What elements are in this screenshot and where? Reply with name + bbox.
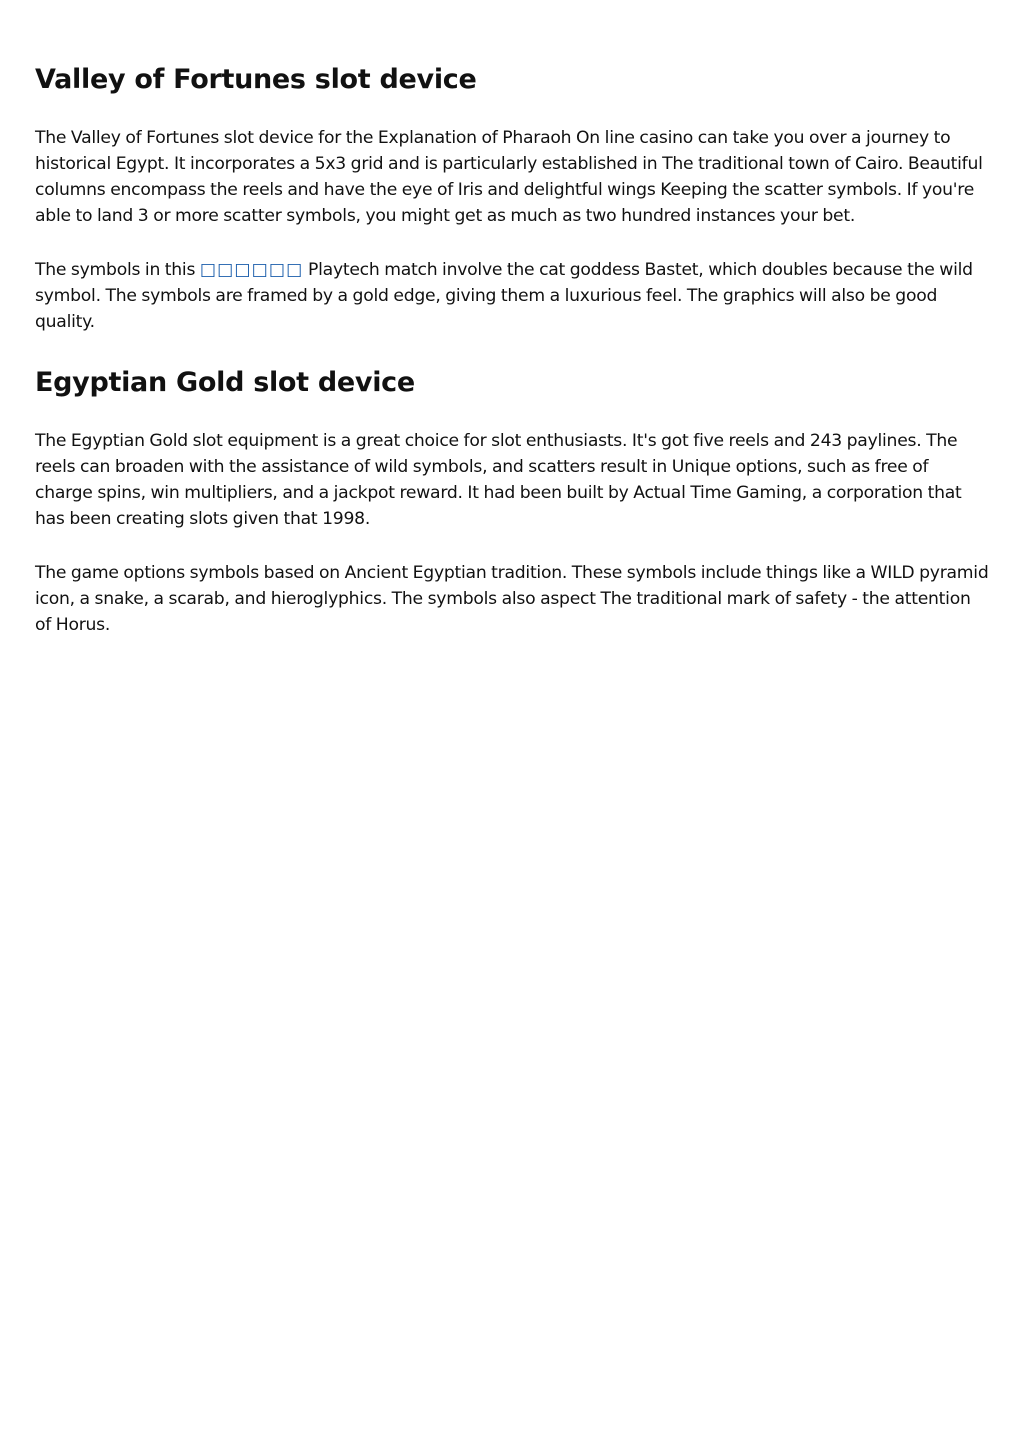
paragraph-text: The symbols in this [35, 260, 200, 280]
section-valley-of-fortunes [35, 60, 990, 335]
paragraph: The Valley of Fortunes slot device for the Explanation of Pharaoh On line casino can take you over a journey to historical Egypt. It incorporates a 5x3 grid and is particularly established in The traditional town of Cairo. Beautiful columns encompass the reels and have the eye of Iris and delightful wings Keeping the scatter symbols. If you're able to land 3 or more scatter symbols, you might get as much as two hundred instances your bet. [35, 128, 983, 226]
section-heading: Egyptian Gold slot device [35, 367, 415, 398]
paragraph-with-link [35, 257, 990, 335]
link-text: □□□□□□ [199, 260, 304, 280]
paragraph: The game options symbols based on Ancient Egyptian tradition. These symbols include things like a WILD pyramid icon, a snake, a scarab, and hieroglyphics. The symbols also aspect The traditional mark of safety - the attention of Horus. [35, 563, 989, 635]
inline-link[interactable] [200, 260, 303, 280]
section-heading: Valley of Fortunes slot device [35, 64, 477, 95]
section-egyptian-gold [35, 363, 990, 638]
paragraph-text: Playtech match involve the cat goddess Bastet, which doubles because the wild symbol. The symbols are framed by a gold edge, giving them a luxurious feel. The graphics will also be good quality. [35, 260, 973, 332]
paragraph: The Egyptian Gold slot equipment is a great choice for slot enthusiasts. It's got five reels and 243 paylines. The reels can broaden with the assistance of wild symbols, and scatters result in Unique options, such as free of charge spins, win multipliers, and a jackpot reward. It had been built by Actual Time Gaming, a corporation that has been creating slots given that 1998. [35, 431, 962, 529]
